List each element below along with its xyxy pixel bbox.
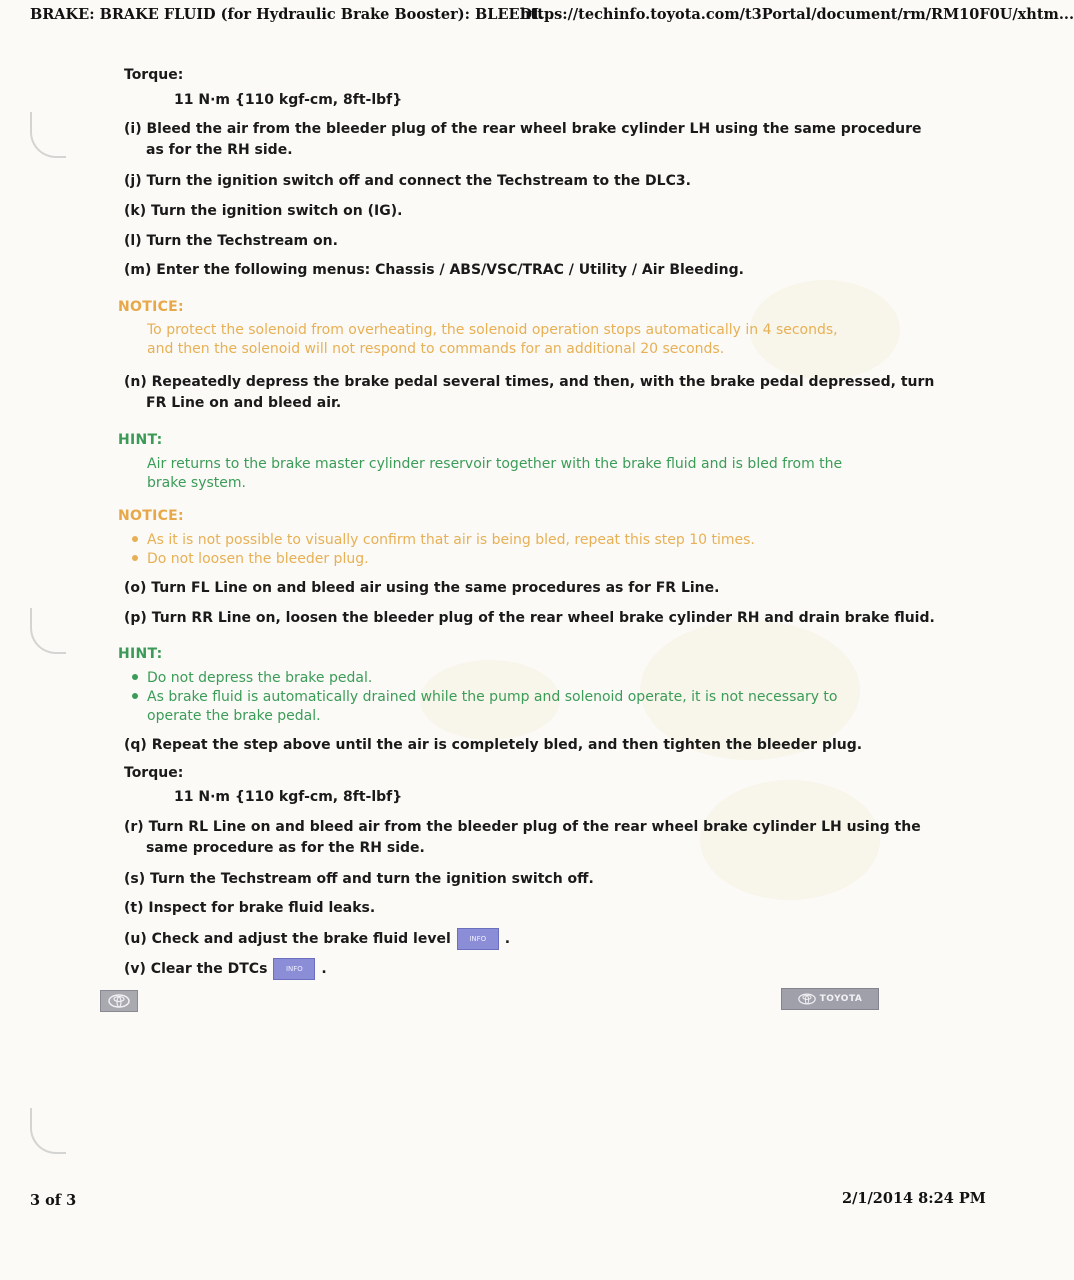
notice-text-line2: and then the solenoid will not respond to commands for an additional 20 seconds. xyxy=(147,341,725,357)
step-v-text: (v) Clear the DTCs xyxy=(124,961,268,977)
info-button[interactable]: INFO xyxy=(273,958,315,980)
step-t: (t) Inspect for brake fluid leaks. xyxy=(124,900,376,916)
hint-text xyxy=(147,455,842,493)
notice-text xyxy=(147,321,838,359)
step-i-line1: (i) Bleed the air from the bleeder plug of the rear wheel brake cylinder LH using the same procedure xyxy=(124,121,922,137)
step-i xyxy=(124,119,922,161)
torque-value: 11 N·m {110 kgf-cm, 8ft-lbf} xyxy=(174,92,403,108)
step-o: (o) Turn FL Line on and bleed air using the same procedures as for FR Line. xyxy=(124,580,720,596)
hint-bullet-text: Do not depress the brake pedal. xyxy=(147,670,373,686)
step-v xyxy=(124,958,327,980)
notice-title: NOTICE: xyxy=(118,299,184,315)
hint-bullet xyxy=(132,688,838,707)
step-n-line2: FR Line on and bleed air. xyxy=(146,395,342,411)
notice-bullet-text: Do not loosen the bleeder plug. xyxy=(147,551,369,567)
hint-bullet-text: As brake fluid is automatically drained while the pump and solenoid operate, it is not necessary to xyxy=(147,689,838,705)
step-n-line1: (n) Repeatedly depress the brake pedal several times, and then, with the brake pedal depressed, turn xyxy=(124,374,935,390)
step-r-line1: (r) Turn RL Line on and bleed air from the bleeder plug of the rear wheel brake cylinder LH using the xyxy=(124,819,921,835)
step-v-end: . xyxy=(321,961,327,977)
step-r xyxy=(124,817,921,859)
step-j: (j) Turn the ignition switch off and connect the Techstream to the DLC3. xyxy=(124,173,691,189)
torque-value: 11 N·m {110 kgf-cm, 8ft-lbf} xyxy=(174,789,403,805)
step-m: (m) Enter the following menus: Chassis / ABS/VSC/TRAC / Utility / Air Bleeding. xyxy=(124,262,744,278)
bullet-icon xyxy=(132,555,138,561)
notice-bullet xyxy=(132,531,755,550)
bullet-icon xyxy=(132,536,138,542)
step-q: (q) Repeat the step above until the air is completely bled, and then tighten the bleeder plug. xyxy=(124,737,863,753)
notice-title: NOTICE: xyxy=(118,508,184,524)
toyota-logo-icon xyxy=(108,994,130,1008)
step-n xyxy=(124,372,934,414)
print-footer-datetime: 2/1/2014 8:24 PM xyxy=(842,1190,986,1207)
binder-hole xyxy=(30,112,66,158)
step-u-text: (u) Check and adjust the brake fluid level xyxy=(124,931,451,947)
step-i-line2: as for the RH side. xyxy=(146,142,293,158)
print-footer-page: 3 of 3 xyxy=(30,1192,77,1209)
notice-text-line1: To protect the solenoid from overheating, the solenoid operation stops automatically in 4 seconds, xyxy=(147,322,838,338)
print-header-url[interactable]: https://techinfo.toyota.com/t3Portal/document/rm/RM10F0U/xhtm... xyxy=(520,6,1074,23)
step-s: (s) Turn the Techstream off and turn the ignition switch off. xyxy=(124,871,594,887)
toyota-logo-icon xyxy=(798,993,816,1005)
toyota-wordmark: TOYOTA xyxy=(819,994,863,1004)
print-header-title: BRAKE: BRAKE FLUID (for Hydraulic Brake Booster): BLEEDI... xyxy=(30,6,555,23)
notice-bullets xyxy=(132,531,755,569)
step-p: (p) Turn RR Line on, loosen the bleeder plug of the rear wheel brake cylinder RH and drain brake fluid. xyxy=(124,610,935,626)
step-u-end: . xyxy=(504,931,511,947)
toyota-home-button[interactable] xyxy=(100,990,138,1012)
hint-bullet xyxy=(132,669,838,688)
hint-title: HINT: xyxy=(118,646,163,662)
notice-bullet xyxy=(132,550,755,569)
step-r-line2: same procedure as for the RH side. xyxy=(146,840,425,856)
torque-label: Torque: xyxy=(124,765,184,781)
step-l: (l) Turn the Techstream on. xyxy=(124,233,338,249)
notice-bullet-text: As it is not possible to visually confirm that air is being bled, repeat this step 10 times. xyxy=(147,532,755,548)
binder-hole xyxy=(30,608,66,654)
hint-title: HINT: xyxy=(118,432,163,448)
bullet-icon xyxy=(132,693,138,699)
hint-bullet-continuation: operate the brake pedal. xyxy=(147,708,321,724)
binder-hole xyxy=(30,1108,66,1154)
step-k: (k) Turn the ignition switch on (IG). xyxy=(124,203,403,219)
step-u xyxy=(124,928,510,950)
hint-text-line1: Air returns to the brake master cylinder reservoir together with the brake fluid and is bled from the xyxy=(147,456,843,472)
hint-text-line2: brake system. xyxy=(147,475,246,491)
hint-bullets xyxy=(132,669,838,726)
bullet-icon xyxy=(132,674,138,680)
torque-label: Torque: xyxy=(124,67,184,83)
toyota-brand-button[interactable] xyxy=(781,988,879,1010)
info-button[interactable]: INFO xyxy=(457,928,499,950)
